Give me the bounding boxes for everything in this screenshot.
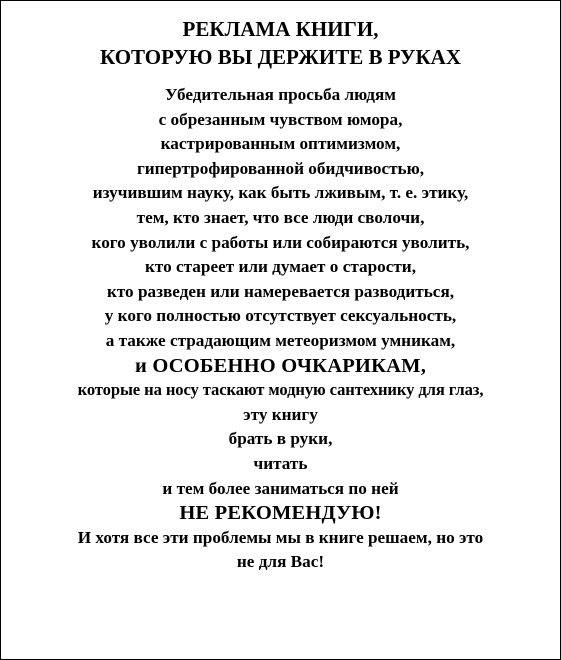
emphasis-line: и ОСОБЕННО ОЧКАРИКАМ, [134, 354, 427, 377]
emphasis-line: НЕ РЕКОМЕНДУЮ! [179, 502, 382, 525]
text-line: кого уволили с работы или собираются уволить, [91, 232, 470, 252]
text-line: кастрированным оптимизмом, [160, 134, 401, 154]
text-line: кто стареет или думает о старости, [145, 257, 416, 277]
appeal-text [1, 83, 560, 575]
text-line: гипертрофированной обидчивостью, [136, 158, 425, 178]
title-line-2: КОТОРУЮ ВЫ ДЕРЖИТЕ В РУКАХ [99, 45, 462, 69]
text-line: не для Вас! [236, 552, 325, 572]
text-line: изучившим науку, как быть лживым, т. е. этику, [92, 183, 469, 203]
text-line: брать в руки, [228, 429, 333, 449]
page-title [1, 15, 560, 71]
text-line: читать [253, 453, 308, 473]
text-line: тем, кто знает, что все люди сволочи, [136, 207, 425, 227]
text-line: и тем более заниматься по ней [162, 478, 399, 498]
text-line: Убедительная просьба людям [165, 85, 396, 104]
text-line: И хотя все эти проблемы мы в книге решаем, но это [77, 527, 484, 547]
text-line: которые на носу таскают модную сантехнику для глаз, [77, 380, 484, 400]
text-line: эту книгу [243, 404, 318, 424]
text-line: у кого полностью отсутствует сексуальность, [104, 306, 457, 326]
text-line: кто разведен или намеревается разводиться, [106, 281, 455, 301]
text-line: а также страдающим метеоризмом умникам, [105, 330, 456, 350]
text-line: с обрезанным чувством юмора, [158, 109, 403, 129]
title-line-1: РЕКЛАМА КНИГИ, [182, 17, 379, 41]
